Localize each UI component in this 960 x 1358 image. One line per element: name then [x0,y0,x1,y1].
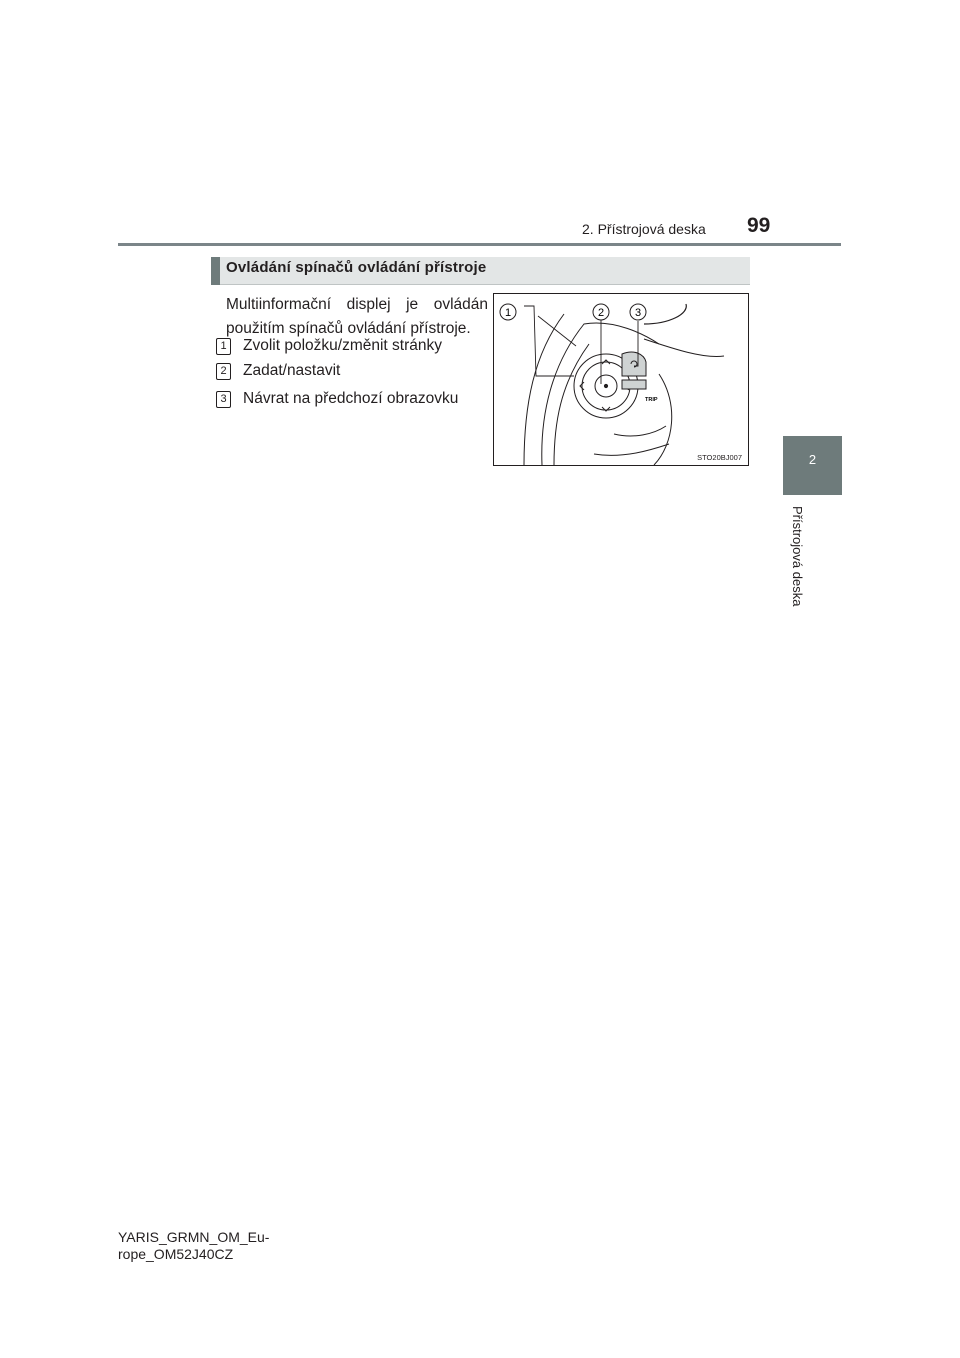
item-text: Zvolit položku/změnit stránky [243,337,442,354]
item-number-badge: 1 [216,338,231,355]
callout-1: 1 [504,307,512,319]
item-number-badge: 2 [216,363,231,380]
section-title: Ovládání spínačů ovládání přístroje [226,259,487,276]
section-heading-accent [211,257,220,285]
trip-button-label: TRIP [645,397,658,403]
steering-wheel-illustration [494,294,748,465]
running-header-section: 2. Přístrojová deska [582,221,706,237]
list-item [216,390,458,408]
footer-line-1: YARIS_GRMN_OM_Eu- [118,1229,270,1245]
list-item [216,362,340,380]
intro-paragraph: Multiinformační displej je ovládán použitím spínačů ovládání přístroje. [226,296,488,337]
chapter-tab-label-text: Přístrojová deska [790,506,805,607]
header-rule [118,243,841,246]
item-number-badge: 3 [216,391,231,408]
figure-code: STO20BJ007 [697,453,742,462]
list-item [216,337,442,355]
footer-document-id [118,1229,269,1263]
item-text: Návrat na předchozí obrazovku [243,390,459,407]
page-number: 99 [747,214,771,237]
chapter-tab-number: 2 [808,452,817,467]
footer-line-2: rope_OM52J40CZ [118,1246,234,1262]
chapter-tab-label [789,506,807,626]
callout-3: 3 [634,307,642,319]
steering-switch-figure [493,293,749,466]
item-text: Zadat/nastavit [243,362,341,379]
callout-2: 2 [597,307,605,319]
